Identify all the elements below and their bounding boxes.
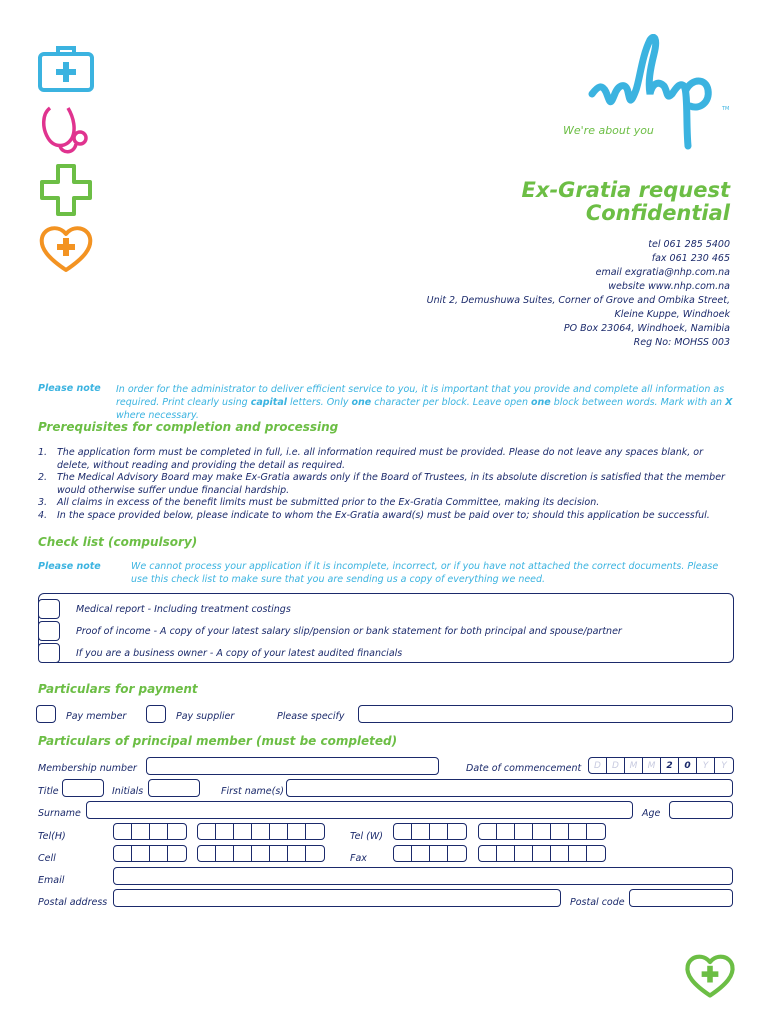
email-input[interactable] (113, 867, 733, 885)
contact-email: email exgratia@nhp.com.na (595, 267, 730, 278)
principal-heading: Particulars of principal member (must be completed) (38, 734, 398, 748)
surname-label: Surname (38, 808, 81, 819)
heart-plus-icon (38, 224, 94, 274)
note-label: Please note (38, 383, 101, 394)
initials-label: Initials (112, 786, 144, 797)
pay-member-checkbox[interactable] (36, 705, 56, 723)
postal-address-input[interactable] (113, 889, 561, 907)
tel-w-code-input[interactable] (393, 823, 467, 840)
date-block: Y (721, 761, 727, 771)
checklist-note-text: We cannot process your application if it is incomplete, incorrect, or if you have not attached the correct documents. Please use this check list to make sure that you are sending us a copy of everything we need. (131, 561, 719, 585)
list-item: 3. All claims in excess of the benefit limits must be submitted prior to the Ex-Gratia Committee, making its decision. (38, 497, 600, 508)
tel-h-code-input[interactable] (113, 823, 187, 840)
contact-address1: Unit 2, Demushuwa Suites, Corner of Grove and Ombika Street, (426, 295, 730, 306)
tel-w-number-input[interactable] (478, 823, 606, 840)
cell-number-input[interactable] (197, 845, 325, 862)
contact-tel: tel 061 285 5400 (648, 239, 730, 250)
first-names-input[interactable] (286, 779, 733, 797)
postal-code-label: Postal code (570, 897, 625, 908)
fax-number-input[interactable] (478, 845, 606, 862)
medical-kit-icon (38, 44, 94, 92)
tel-h-label: Tel(H) (38, 831, 66, 842)
please-specify-label: Please specify (277, 711, 345, 722)
trademark: TM (722, 106, 730, 112)
checklist-checkbox-business[interactable] (38, 643, 60, 663)
date-block: D (589, 758, 607, 773)
checklist-item-income: Proof of income - A copy of your latest salary slip/pension or bank statement for both principal and spouse/partner (76, 626, 622, 637)
tel-w-label: Tel (W) (350, 831, 383, 842)
list-item: 4. In the space provided below, please indicate to whom the Ex-Gratia award(s) must be paid over to; should this application be successful. (38, 509, 710, 521)
tel-h-number-input[interactable] (197, 823, 325, 840)
checklist-note-label: Please note (38, 561, 101, 572)
pay-supplier-label: Pay supplier (176, 711, 235, 722)
please-specify-input[interactable] (358, 705, 733, 723)
membership-number-label: Membership number (38, 763, 137, 774)
fax-code-input[interactable] (393, 845, 467, 862)
cell-code-input[interactable] (113, 845, 187, 862)
contact-address2: Kleine Kuppe, Windhoek (614, 309, 730, 320)
prerequisites-heading: Prerequisites for completion and processing (38, 420, 339, 434)
date-block: 2 (661, 758, 679, 773)
cell-label: Cell (38, 853, 56, 864)
list-item: 2. The Medical Advisory Board may make Ex-Gratia awards only if the Board of Trustees, in its absolute discretion is satisfied that the member would otherwise suffer undue financial hardship. (38, 472, 725, 496)
checklist-checkbox-income[interactable] (38, 621, 60, 641)
checklist-heading: Check list (compulsory) (38, 535, 198, 549)
date-of-commencement-label: Date of commencement (466, 763, 582, 774)
postal-code-input[interactable] (629, 889, 733, 907)
checklist-item-business: If you are a business owner - A copy of your latest audited financials (76, 648, 403, 659)
cross-icon (40, 164, 92, 216)
date-block: 0 (679, 758, 697, 773)
date-block: M (625, 758, 643, 773)
payment-heading: Particulars for payment (38, 682, 198, 696)
surname-input[interactable] (86, 801, 633, 819)
list-item: 1. The application form must be completed in full, i.e. all information required must be provided. Please do not leave any spaces blank, or delete, without reading and providing the detail as required. (38, 447, 704, 471)
stethoscope-icon (40, 104, 90, 156)
first-names-label: First name(s) (221, 786, 285, 797)
date-block: D (607, 758, 625, 773)
contact-website: website www.nhp.com.na (608, 281, 730, 292)
title-label: Title (38, 786, 59, 797)
pay-member-label: Pay member (66, 711, 127, 722)
age-label: Age (642, 808, 661, 819)
membership-number-input[interactable] (146, 757, 439, 775)
contact-reg: Reg No: MOHSS 003 (633, 337, 730, 348)
initials-input[interactable] (148, 779, 200, 797)
tagline: We're about you (563, 124, 654, 137)
date-block: M (643, 758, 661, 773)
fax-label: Fax (350, 853, 367, 864)
note-text: In order for the administrator to deliver efficient service to you, it is important that you provide and complete all information as required. Print clearly using capital letters. Only one character per block. Leave open one block between words. Mark with an X where necessary. (116, 384, 733, 421)
date-block: Y (697, 758, 715, 773)
heart-plus-footer-icon (684, 952, 736, 1000)
contact-po-box: PO Box 23064, Windhoek, Namibia (563, 323, 730, 334)
prerequisites-list (38, 447, 734, 522)
checklist-item-medical: Medical report - Including treatment costings (76, 604, 291, 615)
email-label: Email (38, 875, 65, 886)
title-input[interactable] (62, 779, 104, 797)
age-input[interactable] (669, 801, 733, 819)
postal-address-label: Postal address (38, 897, 108, 908)
title-line2: Confidential (585, 201, 730, 225)
pay-supplier-checkbox[interactable] (146, 705, 166, 723)
date-of-commencement-input[interactable] (588, 757, 734, 774)
checklist-checkbox-medical[interactable] (38, 599, 60, 619)
contact-fax: fax 061 230 465 (651, 253, 730, 264)
title-line1: Ex-Gratia request (521, 178, 730, 202)
